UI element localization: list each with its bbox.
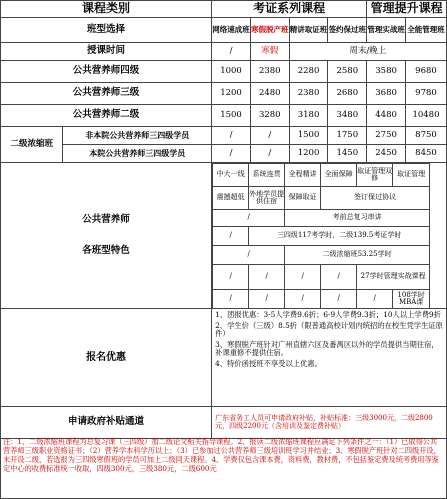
price-cell: 2280 [289,61,328,83]
class-winter: 寒假脱产班 [250,18,289,43]
price-row-label: 公共营养师三级 [1,83,212,105]
feature-cell: 全程精讲 [284,163,321,187]
combo-row-label: 本院公共营养师三四级学员 [63,145,212,163]
feature-slash: / [212,226,249,246]
mgmt-series-header: 管理提升课程 [367,1,447,18]
price-cell: 2380 [289,83,328,105]
feature-cell: 全面保障 [320,163,357,187]
class-mgmt-practice: 管理实战班 [367,18,406,43]
feature-cell: 27学时管理实战课程 [356,264,430,290]
price-cell: 9780 [405,83,446,105]
class-online: 网络速成班 [212,18,251,43]
time-winter: 寒假 [250,43,289,61]
price-row [1,83,447,105]
price-cell: / [250,145,289,163]
features-label-top: 公共营养师 [82,214,130,226]
feature-cell: 108学时MBA课 [392,289,430,309]
feature-slash: / [248,289,285,309]
price-cell: 1750 [328,127,367,145]
discount-list [212,309,447,407]
features-label-bottom: 各班型特色 [82,244,130,256]
time-row [1,43,447,61]
price-cell: 2580 [328,61,367,83]
price-cell: 3480 [328,105,367,127]
discount-row [1,309,447,407]
combo-row [1,145,447,163]
feature-slash: / [320,289,357,309]
feature-slash: / [356,289,393,309]
feature-slash: / [212,245,285,265]
price-row [1,105,447,127]
features-grid [212,163,447,309]
feature-cell: 保障取证 [284,186,321,210]
price-cell: 1500 [289,127,328,145]
price-cell: 3180 [289,105,328,127]
price-row [1,61,447,83]
price-cell: 2380 [250,61,289,83]
feature-cell: 考前总复习串讲 [284,209,430,227]
price-cell: 9680 [405,61,446,83]
feature-cell: 取证管理双修 [356,163,393,187]
price-row-label: 公共营养师四级 [1,61,212,83]
time-weekend: 周末/晚上 [289,43,446,61]
price-cell: / [212,127,251,145]
feature-cell: 三四级117考学时，二级139.5考证学时 [248,226,430,246]
header-row [1,1,447,18]
price-cell: 3280 [250,105,289,127]
price-cell: 4480 [367,105,406,127]
price-cell: 1500 [212,105,251,127]
feature-slash: / [248,264,285,290]
price-cell: / [250,127,289,145]
feature-cell: 系统连贯 [248,163,285,187]
class-guaranteed: 签约保过班 [328,18,367,43]
discount-item: 4、特价函授班不享受以上优惠。 [215,359,322,369]
time-online: / [212,43,251,61]
price-cell: 2450 [367,145,406,163]
feature-cell: 震撼超低 [212,186,249,210]
features-label [1,163,212,309]
footnote: 注：1、二级浓缩班课程为总复习课（三四级）加二级论文相关指导课程。2、报读二级浓缩班课程应满足下列条件之一：（1）已取得公共营养师三级职业资格证书；（2）营养学本科学历以上；（3）已参加过公共营养师三级培训班学习并结业；3、寒假脱产班针对二四级开设，未开设二级，若选报为三四级寒假班的学员可加上二级同天课程。4、学费仅包含课本费，资料费，教材费，不包括鉴定费及统考费用等鉴定中心的收费标准统一收取，四级300元，三级380元，二级600元 [0,436,447,499]
price-cell: 1200 [289,145,328,163]
price-cell: 2480 [250,83,289,105]
feature-cell: 取证管理 [392,163,430,187]
price-cell: 2680 [328,83,367,105]
price-cell: 3580 [367,61,406,83]
discount-label: 报名优惠 [1,309,212,407]
class-intensive: 精讲取证班 [289,18,328,43]
feature-cell: 外地学员提供住宿 [248,186,285,210]
combo-side-label: 二级浓缩班 [1,127,63,163]
time-label: 授课时间 [1,43,212,61]
discount-item: 1、团报优惠：3-5人学费9.6折；6-9人学费9.3折；10人以上学费9折 [215,310,441,319]
feature-slash: / [212,209,285,227]
feature-cell: 签订保过协议 [320,186,430,210]
price-row-label: 公共营养师二级 [1,105,212,127]
price-cell: 8450 [405,145,446,163]
features-row [1,163,447,309]
feature-slash: / [212,264,249,290]
price-cell: 2750 [367,127,406,145]
subsidy-row [1,407,447,439]
cert-series-header: 考证系列课程 [212,1,367,18]
price-cell: 3680 [367,83,406,105]
price-cell: 1000 [212,61,251,83]
price-cell: 8750 [405,127,446,145]
course-category-header: 课程类别 [1,1,212,18]
price-cell: / [212,145,251,163]
feature-cell: 中大一线 [212,163,249,187]
discount-item: 2、学生价（三级）8.5折（限普通高校计划内统招的在校生凭学生证原件） [215,321,443,339]
class-type-row [1,18,447,43]
subsidy-text: 广东省务工人员可申请政府补贴，补贴标准：三级3000元，二级2800元，四级2200元（含培训及鉴定费补贴） [212,407,447,439]
feature-slash: / [212,289,249,309]
subsidy-label: 申请政府补贴通道 [1,407,212,439]
feature-slash: / [284,289,321,309]
combo-row [1,127,447,145]
price-cell: 1200 [212,83,251,105]
price-cell: 1450 [328,145,367,163]
feature-cell: 二级浓缩班53.25学时 [284,245,430,265]
class-type-label: 班型选择 [1,18,212,43]
feature-slash: / [284,264,321,290]
combo-row-label: 非本院公共营养师三四级学员 [63,127,212,145]
price-cell: 10480 [405,105,446,127]
class-all-round: 全能管理班 [405,18,446,43]
feature-slash: / [320,264,357,290]
discount-item: 3、寒假脱产班针对广州直辖六区及番禺区以外的学员提供当期住宿，补课重修不提供住宿。 [215,340,439,358]
